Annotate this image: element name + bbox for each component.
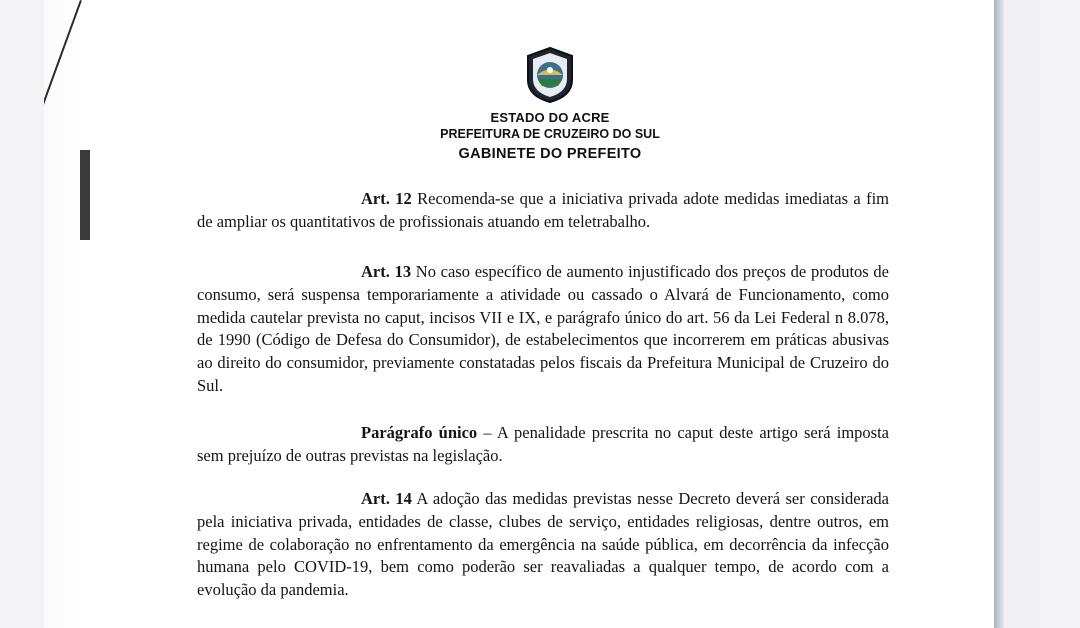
article-label: Parágrafo único	[361, 423, 478, 442]
article-text: No caso específico de aumento injustificado dos preços de produtos de consumo, será suspensa temporariamente a atividade ou cassado o Alvará de Funcionamento, como medida cautelar prevista no caput, incisos VII e IX, e parágrafo único do art. 56 da Lei Federal n 8.078, de 1990 (Código de Defesa do Consumidor), de estabelecimentos que incorrerem em práticas abusivas ao direito do consumidor, previamente constatadas pelos fiscais da Prefeitura Municipal de Cruzeiro do Sul.	[197, 262, 889, 395]
article-text: Recomenda-se que a iniciativa privada adote medidas imediatas a fim de ampliar os quantitativos de profissionais atuando em teletrabalho.	[197, 189, 890, 231]
sole-paragraph	[197, 422, 889, 468]
article-text: – A penalidade prescrita no caput deste artigo será imposta sem prejuízo de outras previstas na legislação.	[197, 423, 889, 465]
article-text: A adoção das medidas previstas nesse Decreto deverá ser considerada pela iniciativa privada, entidades de classe, clubes de serviço, entidades religiosas, dentre outros, em regime de colaboração no enfrentamento da emergência na saúde pública, em decorrência da infecção humana pelo COVID-19, bem como poderão ser reavaliadas a qualquer tempo, de acordo com a evolução da pandemia.	[197, 489, 890, 600]
article-label: Art. 14	[361, 489, 412, 508]
article-label: Art. 13	[361, 262, 412, 281]
header-state: ESTADO DO ACRE	[490, 110, 610, 125]
article-label: Art. 12	[361, 189, 412, 208]
paper-fold-shadow	[80, 150, 90, 240]
background-right	[1040, 0, 1080, 628]
article-13	[197, 261, 889, 398]
article-14	[197, 488, 889, 602]
municipal-coat-of-arms-icon	[524, 46, 576, 104]
article-12	[197, 188, 889, 234]
header-prefecture: PREFEITURA DE CRUZEIRO DO SUL	[440, 127, 660, 141]
page-margin	[44, 0, 84, 628]
header-office: GABINETE DO PREFEITO	[458, 146, 642, 162]
background-left	[0, 0, 44, 628]
